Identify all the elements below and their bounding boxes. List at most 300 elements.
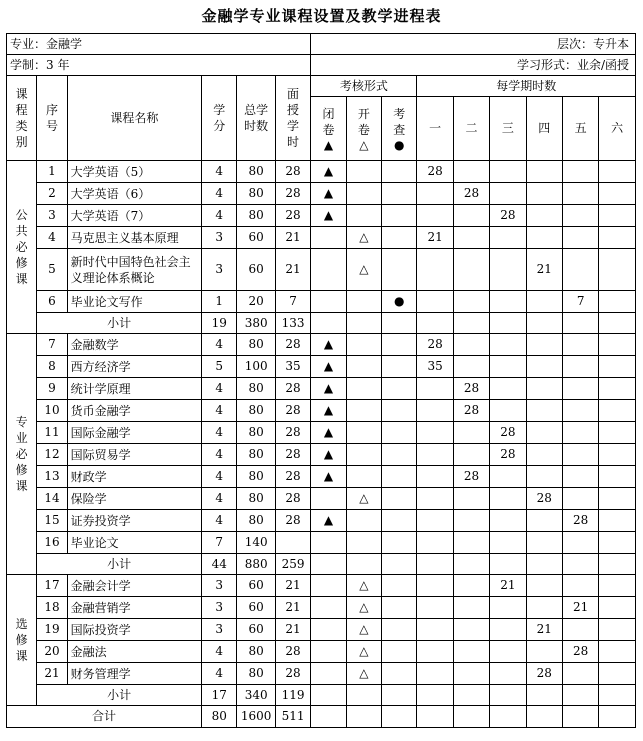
- face-hours-cell: 21: [275, 597, 310, 619]
- empty-cell: [346, 554, 381, 575]
- semester-5-cell: [562, 334, 598, 356]
- open-exam-cell: △: [346, 619, 381, 641]
- face-hours-cell: 28: [275, 183, 310, 205]
- semester-6-cell: [599, 663, 636, 685]
- credit-cell: 4: [202, 334, 237, 356]
- course-name: 保险学: [70, 491, 107, 506]
- table-row: [7, 161, 636, 183]
- course-name-cell: [67, 422, 201, 444]
- curriculum-table: [6, 33, 636, 728]
- subtotal-credit: 44: [202, 554, 237, 575]
- empty-cell: [526, 706, 562, 728]
- course-name-cell: [67, 663, 201, 685]
- semester-2-cell: [453, 597, 489, 619]
- semester-6-cell: [599, 641, 636, 663]
- face-hours-cell: 28: [275, 422, 310, 444]
- empty-cell: [526, 313, 562, 334]
- seq-cell: 6: [37, 291, 67, 313]
- grand-total-face-hours: 511: [275, 706, 310, 728]
- open-exam-cell: [346, 334, 381, 356]
- semester-1-cell: [417, 641, 453, 663]
- empty-cell: [311, 313, 346, 334]
- open-exam-cell: [346, 422, 381, 444]
- credit-cell: 4: [202, 205, 237, 227]
- table-row: [7, 356, 636, 378]
- total-hours-cell: 80: [237, 378, 275, 400]
- semester-5-cell: [562, 183, 598, 205]
- semester-1-cell: [417, 422, 453, 444]
- total-hours-cell: 80: [237, 488, 275, 510]
- check-exam-cell: [382, 575, 417, 597]
- credit-cell: 3: [202, 575, 237, 597]
- empty-cell: [453, 313, 489, 334]
- subtotal-total-hours: 340: [237, 685, 275, 706]
- header-total-hours: 总学时数: [237, 76, 275, 161]
- semester-6-cell: [599, 378, 636, 400]
- closed-exam-cell: [311, 663, 346, 685]
- empty-cell: [453, 554, 489, 575]
- semester-1-cell: [417, 619, 453, 641]
- course-name: 财政学: [70, 469, 107, 484]
- seq-cell: 11: [37, 422, 67, 444]
- check-exam-cell: [382, 488, 417, 510]
- course-name: 大学英语（7）: [70, 208, 151, 223]
- semester-5-cell: [562, 663, 598, 685]
- semester-1-cell: [417, 532, 453, 554]
- semester-6-cell: [599, 400, 636, 422]
- semester-1-cell: [417, 488, 453, 510]
- check-exam-cell: [382, 183, 417, 205]
- semester-2-cell: 28: [453, 183, 489, 205]
- seq-cell: 5: [37, 249, 67, 291]
- credit-cell: 4: [202, 161, 237, 183]
- open-exam-cell: [346, 183, 381, 205]
- seq-cell: 8: [37, 356, 67, 378]
- empty-cell: [346, 685, 381, 706]
- category-label: 选修课: [15, 617, 28, 663]
- credit-cell: 5: [202, 356, 237, 378]
- credit-cell: 4: [202, 663, 237, 685]
- total-hours-cell: 80: [237, 205, 275, 227]
- semester-3-cell: [490, 378, 526, 400]
- seq-cell: 20: [37, 641, 67, 663]
- total-hours-cell: 80: [237, 422, 275, 444]
- duration-label: 学制：3 年: [7, 55, 311, 76]
- check-exam-cell: [382, 510, 417, 532]
- credit-cell: 4: [202, 466, 237, 488]
- semester-3-cell: 21: [490, 575, 526, 597]
- semester-3-cell: 28: [490, 422, 526, 444]
- semester-6-cell: [599, 183, 636, 205]
- subtotal-face-hours: 133: [275, 313, 310, 334]
- course-name: 西方经济学: [70, 359, 131, 374]
- table-row: [7, 663, 636, 685]
- semester-2-cell: [453, 575, 489, 597]
- empty-cell: [346, 706, 381, 728]
- semester-2-cell: [453, 619, 489, 641]
- header-semester-1: 一: [417, 97, 453, 161]
- semester-6-cell: [599, 532, 636, 554]
- semester-3-cell: 28: [490, 205, 526, 227]
- semester-4-cell: 28: [526, 488, 562, 510]
- total-hours-cell: 80: [237, 334, 275, 356]
- course-name-cell: [67, 227, 201, 249]
- empty-cell: [490, 706, 526, 728]
- semester-1-cell: [417, 466, 453, 488]
- course-name-cell: [67, 183, 201, 205]
- semester-6-cell: [599, 575, 636, 597]
- semester-1-cell: 21: [417, 227, 453, 249]
- subtotal-face-hours: 119: [275, 685, 310, 706]
- semester-3-cell: [490, 249, 526, 291]
- total-hours-cell: 140: [237, 532, 275, 554]
- closed-exam-cell: ▲: [311, 422, 346, 444]
- empty-cell: [490, 554, 526, 575]
- course-name-cell: [67, 249, 201, 291]
- check-exam-cell: [382, 597, 417, 619]
- semester-1-cell: [417, 378, 453, 400]
- face-hours-cell: 28: [275, 663, 310, 685]
- semester-5-cell: [562, 400, 598, 422]
- closed-exam-cell: [311, 597, 346, 619]
- empty-cell: [490, 313, 526, 334]
- category-label: 专业必修课: [15, 415, 28, 493]
- table-row: [7, 183, 636, 205]
- total-hours-cell: 60: [237, 575, 275, 597]
- header-seq: 序号: [37, 76, 67, 161]
- grand-total-label: 合计: [7, 706, 202, 728]
- semester-5-cell: 7: [562, 291, 598, 313]
- semester-2-cell: [453, 161, 489, 183]
- face-hours-cell: 28: [275, 378, 310, 400]
- course-name: 大学英语（6）: [70, 186, 151, 201]
- empty-cell: [526, 685, 562, 706]
- seq-cell: 13: [37, 466, 67, 488]
- course-name: 财务管理学: [70, 666, 131, 681]
- subtotal-row: [7, 554, 636, 575]
- table-row: [7, 227, 636, 249]
- empty-cell: [346, 313, 381, 334]
- header-face-hours: 面授学时: [275, 76, 310, 161]
- semester-6-cell: [599, 510, 636, 532]
- face-hours-cell: 28: [275, 466, 310, 488]
- course-name-cell: [67, 641, 201, 663]
- seq-cell: 4: [37, 227, 67, 249]
- header-row-1: [7, 76, 636, 97]
- table-row: [7, 249, 636, 291]
- semester-2-cell: [453, 663, 489, 685]
- level-label: 层次：专升本: [311, 34, 636, 55]
- category-label: 公共必修课: [15, 208, 28, 286]
- semester-6-cell: [599, 422, 636, 444]
- face-hours-cell: 28: [275, 205, 310, 227]
- total-hours-cell: 60: [237, 227, 275, 249]
- check-exam-cell: [382, 444, 417, 466]
- credit-cell: 3: [202, 227, 237, 249]
- subtotal-label: 小计: [37, 685, 202, 706]
- course-name: 新时代中国特色社会主义理论体系概论: [70, 254, 191, 285]
- course-name-cell: [67, 161, 201, 183]
- empty-cell: [562, 706, 598, 728]
- seq-cell: 17: [37, 575, 67, 597]
- course-name-cell: [67, 619, 201, 641]
- semester-1-cell: [417, 663, 453, 685]
- semester-6-cell: [599, 249, 636, 291]
- face-hours-cell: 21: [275, 249, 310, 291]
- semester-4-cell: 28: [526, 663, 562, 685]
- closed-exam-cell: ▲: [311, 510, 346, 532]
- semester-6-cell: [599, 619, 636, 641]
- credit-cell: 4: [202, 510, 237, 532]
- header-open: 开卷 △: [346, 97, 381, 161]
- empty-cell: [562, 313, 598, 334]
- total-hours-cell: 60: [237, 597, 275, 619]
- check-exam-cell: [382, 641, 417, 663]
- semester-4-cell: [526, 444, 562, 466]
- open-exam-cell: [346, 444, 381, 466]
- subtotal-credit: 19: [202, 313, 237, 334]
- subtotal-row: [7, 685, 636, 706]
- table-row: [7, 400, 636, 422]
- semester-4-cell: [526, 291, 562, 313]
- semester-3-cell: [490, 291, 526, 313]
- subtotal-total-hours: 880: [237, 554, 275, 575]
- semester-1-cell: [417, 575, 453, 597]
- semester-5-cell: 21: [562, 597, 598, 619]
- face-hours-cell: 21: [275, 575, 310, 597]
- course-name: 大学英语（5）: [70, 164, 151, 179]
- semester-3-cell: 28: [490, 444, 526, 466]
- semester-6-cell: [599, 356, 636, 378]
- semester-3-cell: [490, 597, 526, 619]
- semester-4-cell: [526, 597, 562, 619]
- course-name: 马克思主义基本原理: [70, 230, 179, 245]
- semester-2-cell: [453, 291, 489, 313]
- check-circle-icon: ●: [393, 137, 405, 152]
- table-row: [7, 619, 636, 641]
- course-name-cell: [67, 510, 201, 532]
- grand-total-total-hours: 1600: [237, 706, 275, 728]
- seq-cell: 7: [37, 334, 67, 356]
- table-row: [7, 466, 636, 488]
- semester-1-cell: 28: [417, 161, 453, 183]
- table-row: [7, 597, 636, 619]
- semester-2-cell: [453, 249, 489, 291]
- open-exam-cell: [346, 466, 381, 488]
- semester-3-cell: [490, 161, 526, 183]
- open-exam-cell: △: [346, 597, 381, 619]
- closed-exam-cell: ▲: [311, 356, 346, 378]
- semester-5-cell: [562, 532, 598, 554]
- semester-6-cell: [599, 334, 636, 356]
- semester-3-cell: [490, 466, 526, 488]
- empty-cell: [382, 706, 417, 728]
- open-exam-cell: △: [346, 575, 381, 597]
- course-name-cell: [67, 291, 201, 313]
- semester-5-cell: [562, 488, 598, 510]
- subtotal-label: 小计: [37, 554, 202, 575]
- semester-4-cell: [526, 641, 562, 663]
- empty-cell: [453, 706, 489, 728]
- semester-1-cell: [417, 205, 453, 227]
- semester-3-cell: [490, 183, 526, 205]
- semester-2-cell: [453, 510, 489, 532]
- credit-cell: 4: [202, 400, 237, 422]
- seq-cell: 15: [37, 510, 67, 532]
- semester-3-cell: [490, 400, 526, 422]
- header-semester-3: 三: [490, 97, 526, 161]
- semester-1-cell: [417, 291, 453, 313]
- semester-4-cell: [526, 575, 562, 597]
- table-row: [7, 422, 636, 444]
- semester-2-cell: [453, 205, 489, 227]
- semester-2-cell: [453, 641, 489, 663]
- total-hours-cell: 80: [237, 641, 275, 663]
- semester-4-cell: [526, 422, 562, 444]
- empty-cell: [382, 313, 417, 334]
- semester-4-cell: [526, 378, 562, 400]
- course-name: 国际金融学: [70, 425, 131, 440]
- category-cell: [7, 575, 37, 706]
- header-closed: 闭卷 ▲: [311, 97, 346, 161]
- face-hours-cell: 28: [275, 488, 310, 510]
- semester-1-cell: [417, 444, 453, 466]
- semester-2-cell: [453, 422, 489, 444]
- semester-5-cell: [562, 227, 598, 249]
- semester-4-cell: 21: [526, 249, 562, 291]
- course-name-cell: [67, 356, 201, 378]
- semester-2-cell: [453, 227, 489, 249]
- course-name-cell: [67, 575, 201, 597]
- credit-cell: 4: [202, 444, 237, 466]
- closed-exam-cell: [311, 641, 346, 663]
- open-exam-cell: △: [346, 488, 381, 510]
- header-credit: 学分: [202, 76, 237, 161]
- face-hours-cell: 28: [275, 400, 310, 422]
- semester-4-cell: [526, 205, 562, 227]
- table-row: [7, 532, 636, 554]
- subtotal-label: 小计: [37, 313, 202, 334]
- empty-cell: [526, 554, 562, 575]
- total-hours-cell: 60: [237, 619, 275, 641]
- semester-1-cell: [417, 183, 453, 205]
- semester-6-cell: [599, 444, 636, 466]
- check-exam-cell: [382, 356, 417, 378]
- semester-5-cell: [562, 619, 598, 641]
- course-name: 国际投资学: [70, 622, 131, 637]
- open-exam-cell: △: [346, 227, 381, 249]
- credit-cell: 7: [202, 532, 237, 554]
- face-hours-cell: 28: [275, 641, 310, 663]
- empty-cell: [417, 685, 453, 706]
- seq-cell: 12: [37, 444, 67, 466]
- closed-exam-cell: [311, 532, 346, 554]
- semester-5-cell: [562, 422, 598, 444]
- empty-cell: [599, 706, 636, 728]
- semester-1-cell: [417, 249, 453, 291]
- course-name: 毕业论文: [70, 535, 119, 550]
- seq-cell: 10: [37, 400, 67, 422]
- course-name: 国际贸易学: [70, 447, 131, 462]
- seq-cell: 16: [37, 532, 67, 554]
- empty-cell: [417, 706, 453, 728]
- semester-5-cell: [562, 356, 598, 378]
- course-name: 金融营销学: [70, 600, 131, 615]
- check-exam-cell: [382, 532, 417, 554]
- semester-4-cell: [526, 532, 562, 554]
- face-hours-cell: 21: [275, 619, 310, 641]
- info-row-major: [7, 34, 636, 55]
- empty-cell: [417, 554, 453, 575]
- semester-2-cell: [453, 334, 489, 356]
- course-name: 金融会计学: [70, 578, 131, 593]
- semester-6-cell: [599, 161, 636, 183]
- empty-cell: [311, 706, 346, 728]
- face-hours-cell: 35: [275, 356, 310, 378]
- total-hours-cell: 100: [237, 356, 275, 378]
- closed-exam-cell: [311, 227, 346, 249]
- face-hours-cell: 21: [275, 227, 310, 249]
- empty-cell: [599, 685, 636, 706]
- empty-cell: [311, 685, 346, 706]
- open-exam-cell: [346, 378, 381, 400]
- open-exam-cell: [346, 205, 381, 227]
- subtotal-total-hours: 380: [237, 313, 275, 334]
- total-hours-cell: 80: [237, 663, 275, 685]
- open-exam-cell: △: [346, 641, 381, 663]
- page-title: 金融学专业课程设置及教学进程表: [201, 7, 442, 25]
- semester-4-cell: [526, 334, 562, 356]
- semester-6-cell: [599, 597, 636, 619]
- subtotal-face-hours: 259: [275, 554, 310, 575]
- semester-5-cell: [562, 161, 598, 183]
- closed-exam-cell: [311, 249, 346, 291]
- check-exam-cell: [382, 400, 417, 422]
- check-exam-cell: [382, 466, 417, 488]
- credit-cell: 4: [202, 422, 237, 444]
- open-exam-cell: [346, 291, 381, 313]
- header-check: 考查 ●: [382, 97, 417, 161]
- header-semester-5: 五: [562, 97, 598, 161]
- semester-4-cell: [526, 400, 562, 422]
- total-hours-cell: 80: [237, 183, 275, 205]
- empty-cell: [599, 313, 636, 334]
- grand-total-row: [7, 706, 636, 728]
- table-row: [7, 641, 636, 663]
- empty-cell: [562, 685, 598, 706]
- closed-exam-cell: [311, 488, 346, 510]
- semester-2-cell: 28: [453, 378, 489, 400]
- semester-2-cell: [453, 532, 489, 554]
- face-hours-cell: 28: [275, 444, 310, 466]
- credit-cell: 3: [202, 619, 237, 641]
- closed-exam-cell: ▲: [311, 400, 346, 422]
- check-exam-cell: [382, 249, 417, 291]
- semester-5-cell: [562, 205, 598, 227]
- course-name: 金融数学: [70, 337, 119, 352]
- check-exam-cell: [382, 161, 417, 183]
- table-row: [7, 444, 636, 466]
- closed-exam-cell: [311, 575, 346, 597]
- check-exam-cell: [382, 205, 417, 227]
- course-name-cell: [67, 597, 201, 619]
- semester-6-cell: [599, 205, 636, 227]
- major-label: 专业：金融学: [7, 34, 311, 55]
- seq-cell: 19: [37, 619, 67, 641]
- semester-3-cell: [490, 641, 526, 663]
- course-name-cell: [67, 334, 201, 356]
- semester-1-cell: [417, 597, 453, 619]
